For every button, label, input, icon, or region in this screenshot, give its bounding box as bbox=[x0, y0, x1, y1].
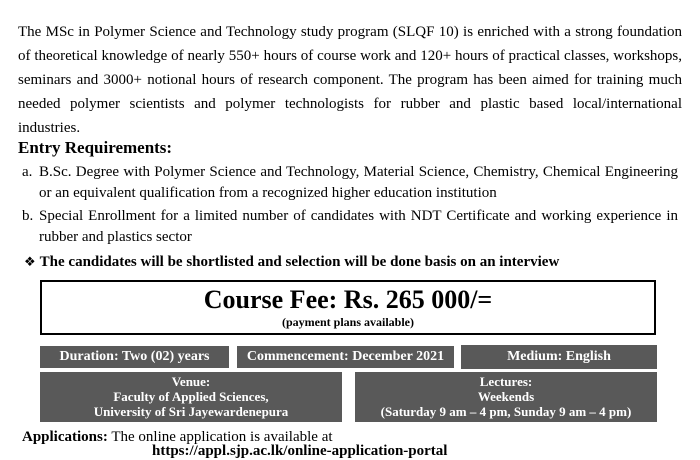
lectures-box bbox=[355, 372, 657, 422]
applications-label: Applications: bbox=[22, 429, 108, 445]
medium-badge: Medium: English bbox=[461, 345, 657, 369]
course-fee-subtitle: (payment plans available) bbox=[281, 315, 414, 329]
diamond-bullet-icon: ❖ bbox=[24, 255, 36, 270]
lectures-label: Lectures: bbox=[479, 374, 533, 389]
course-fee-box bbox=[40, 280, 656, 335]
lectures-line-2: (Saturday 9 am – 4 pm, Sunday 9 am – 4 pm) bbox=[380, 404, 632, 419]
requirement-text: B.Sc. Degree with Polymer Science and Technology, Material Science, Chemistry, Chemical Engineering or an equivalent qualification from a recognized higher education institution bbox=[39, 164, 678, 201]
venue-box bbox=[40, 372, 342, 422]
duration-badge: Duration: Two (02) years bbox=[40, 346, 229, 368]
lectures-line-1: Weekends bbox=[477, 389, 535, 404]
commencement-badge: Commencement: December 2021 bbox=[237, 346, 454, 368]
requirement-item bbox=[22, 162, 678, 204]
course-fee-title: Course Fee: Rs. 265 000/= bbox=[203, 285, 493, 314]
application-portal-link[interactable]: https://appl.sjp.ac.lk/online-application-portal bbox=[152, 443, 448, 459]
venue-label: Venue: bbox=[171, 374, 211, 389]
venue-line-2: University of Sri Jayewardenepura bbox=[93, 404, 289, 419]
selection-note-text: The candidates will be shortlisted and selection will be done basis on an interview bbox=[39, 254, 560, 270]
program-description: The MSc in Polymer Science and Technology study program (SLQF 10) is enriched with a strong foundation of theoretical knowledge of nearly 550+ hours of course work and 120+ hours of practical classes, workshops, seminars and 3000+ notional hours of research component. The program has been aimed for training much needed polymer scientists and polymer technologists for rubber and plastic based local/international industries. bbox=[18, 24, 682, 136]
venue-line-1: Faculty of Applied Sciences, bbox=[113, 389, 269, 404]
selection-note bbox=[24, 254, 559, 271]
requirement-text: Special Enrollment for a limited number of candidates with NDT Certificate and working experience in rubber and plastics sector bbox=[39, 208, 678, 245]
applications-text: The online application is available at bbox=[111, 429, 333, 445]
entry-requirements-heading: Entry Requirements: bbox=[18, 138, 173, 157]
requirement-marker: b. bbox=[22, 208, 34, 224]
requirement-marker: a. bbox=[22, 164, 33, 180]
requirement-item bbox=[22, 206, 678, 248]
